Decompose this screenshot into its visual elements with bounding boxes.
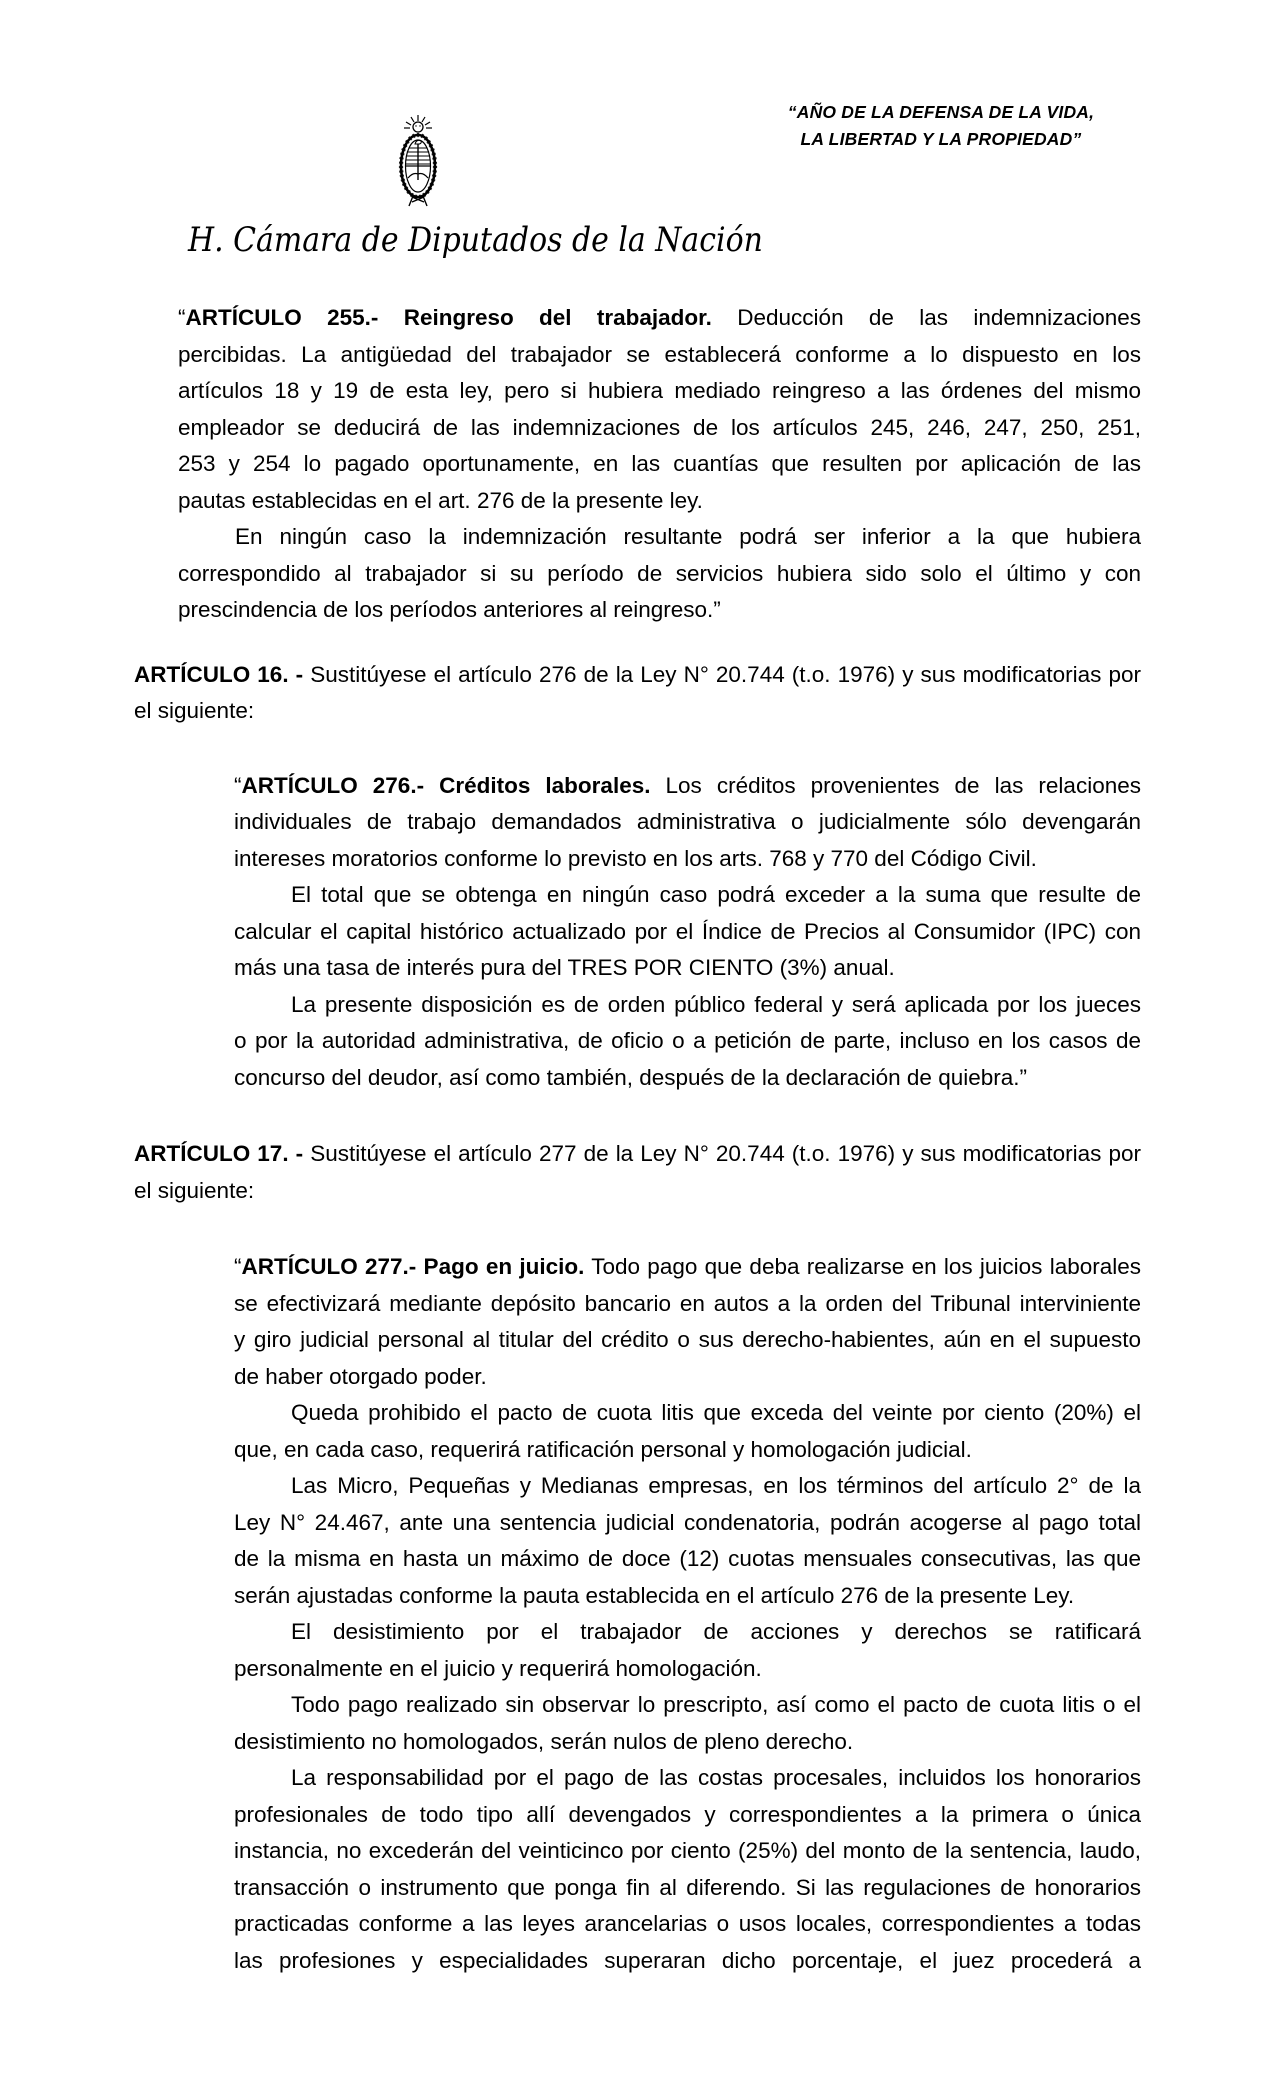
argentina-coat-of-arms-icon (394, 114, 442, 212)
text-line: 253 y 254 lo pagado oportunamente, en las cuantías que resulten por aplicación de las (178, 451, 1141, 476)
article-277-heading: ARTÍCULO 277.- Pago en juicio. (241, 1254, 585, 1279)
text-line (234, 768, 1141, 805)
article-17-heading: ARTÍCULO 17. - (134, 1141, 304, 1166)
text-line: de la misma en hasta un máximo de doce (12) cuotas mensuales consecutivas, las que (234, 1546, 1141, 1571)
text-line: La responsabilidad por el pago de las costas procesales, incluidos los honorarios (291, 1765, 1141, 1790)
text-line: La presente disposición es de orden público federal y será aplicada por los jueces (291, 991, 1141, 1017)
open-quote: “ (234, 772, 242, 798)
motto-line-2: LA LIBERTAD Y LA PROPIEDAD” (800, 129, 1082, 149)
article-16 (134, 657, 1141, 730)
text-line: las profesiones y especialidades superaran dicho porcentaje, el juez procederá a (234, 1947, 1141, 1973)
text-run: Deducción de las indemnizaciones (711, 305, 1141, 330)
motto-line-1: “AÑO DE LA DEFENSA DE LA VIDA, (787, 102, 1095, 122)
text-line: artículos 18 y 19 de esta ley, pero si hubiera mediado reingreso a las órdenes del mismo (178, 378, 1141, 403)
text-line: empleador se deducirá de las indemnizaciones de los artículos 245, 246, 247, 250, 251, (178, 414, 1141, 440)
text-line: practicadas conforme a las leyes arancelarias o usos locales, correspondientes a todas (234, 1911, 1141, 1936)
open-quote: “ (234, 1254, 242, 1279)
document-body (134, 300, 1141, 1979)
text-line: se efectivizará mediante depósito bancario en autos a la orden del Tribunal interviniente (234, 1290, 1141, 1316)
text-line: En ningún caso la indemnización resultante podrá ser inferior a la que hubiera (235, 524, 1141, 549)
text-line (134, 1136, 1141, 1173)
text-line: concurso del deudor, así como también, después de la declaración de quiebra.” (234, 1064, 1027, 1090)
text-line (234, 1249, 1141, 1286)
text-line: percibidas. La antigüedad del trabajador se establecerá conforme a lo dispuesto en los (178, 341, 1141, 367)
text-line: Las Micro, Pequeñas y Medianas empresas, en los términos del artículo 2° de la (291, 1473, 1141, 1498)
text-line: desistimiento no homologados, serán nulos de pleno derecho. (234, 1728, 854, 1754)
open-quote: “ (178, 305, 186, 330)
text-line (134, 657, 1141, 694)
text-line: profesionales de todo tipo allí devengados y correspondientes a la primera o única (234, 1801, 1141, 1827)
text-line: intereses moratorios conforme lo previsto en los arts. 768 y 770 del Código Civil. (234, 845, 1037, 871)
text-line: el siguiente: (134, 1177, 255, 1203)
text-line: El desistimiento por el trabajador de acciones y derechos se ratificará (291, 1619, 1141, 1644)
article-17 (134, 1136, 1141, 1209)
text-line: y giro judicial personal al titular del crédito o sus derecho-habientes, aún en el supuesto (234, 1327, 1141, 1352)
text-line: El total que se obtenga en ningún caso podrá exceder a la suma que resulte de (291, 882, 1141, 907)
text-line: calcular el capital histórico actualizado por el Índice de Precios al Consumidor (IPC) con (234, 918, 1141, 944)
text-line: pautas establecidas en el art. 276 de la presente ley. (178, 487, 703, 513)
text-line: personalmente en el juicio y requerirá homologación. (234, 1655, 762, 1681)
institution-title: H. Cámara de Diputados de la Nación (188, 220, 763, 260)
text-line: de haber otorgado poder. (234, 1363, 487, 1389)
text-run: Sustitúyese el artículo 276 de la Ley N° 20.744 (t.o. 1976) y sus modificatorias por (303, 661, 1141, 687)
text-line: Ley N° 24.467, ante una sentencia judicial condenatoria, podrán acogerse al pago total (234, 1509, 1141, 1535)
text-line: transacción o instrumento que ponga fin al diferendo. Si las regulaciones de honorarios (234, 1874, 1141, 1900)
text-line: prescindencia de los períodos anteriores al reingreso.” (178, 597, 721, 622)
text-line: el siguiente: (134, 698, 255, 723)
text-line (178, 300, 1141, 337)
text-line: o por la autoridad administrativa, de oficio o a petición de parte, incluso en los casos de (234, 1028, 1141, 1053)
quoted-article-255 (178, 300, 1141, 629)
text-line: Todo pago realizado sin observar lo prescripto, así como el pacto de cuota litis o el (291, 1692, 1141, 1717)
text-line: que, en cada caso, requerirá ratificación personal y homologación judicial. (234, 1436, 972, 1462)
text-run: Los créditos provenientes de las relaciones (650, 772, 1141, 798)
year-motto (741, 99, 1141, 153)
article-255-heading: ARTÍCULO 255.- Reingreso del trabajador. (185, 305, 712, 330)
article-276-heading: ARTÍCULO 276.- Créditos laborales. (241, 772, 651, 798)
text-run: Todo pago que deba realizarse en los juicios laborales (584, 1254, 1141, 1279)
quoted-article-276 (234, 768, 1141, 1097)
text-line: instancia, no excederán del veinticinco por ciento (25%) del monto de la sentencia, laudo, (234, 1838, 1141, 1863)
text-line: correspondido al trabajador si su período de servicios hubiera sido solo el último y con (178, 560, 1141, 586)
text-line: individuales de trabajo demandados administrativa o judicialmente sólo devengarán (234, 809, 1141, 834)
text-run: Sustitúyese el artículo 277 de la Ley N° 20.744 (t.o. 1976) y sus modificatorias por (303, 1141, 1141, 1166)
article-16-heading: ARTÍCULO 16. - (134, 661, 304, 687)
text-line: más una tasa de interés pura del TRES POR CIENTO (3%) anual. (234, 955, 895, 980)
text-line: serán ajustadas conforme la pauta establecida en el artículo 276 de la presente Ley. (234, 1582, 1075, 1608)
quoted-article-277 (234, 1249, 1141, 1979)
text-line: Queda prohibido el pacto de cuota litis que exceda del veinte por ciento (20%) el (291, 1400, 1141, 1425)
